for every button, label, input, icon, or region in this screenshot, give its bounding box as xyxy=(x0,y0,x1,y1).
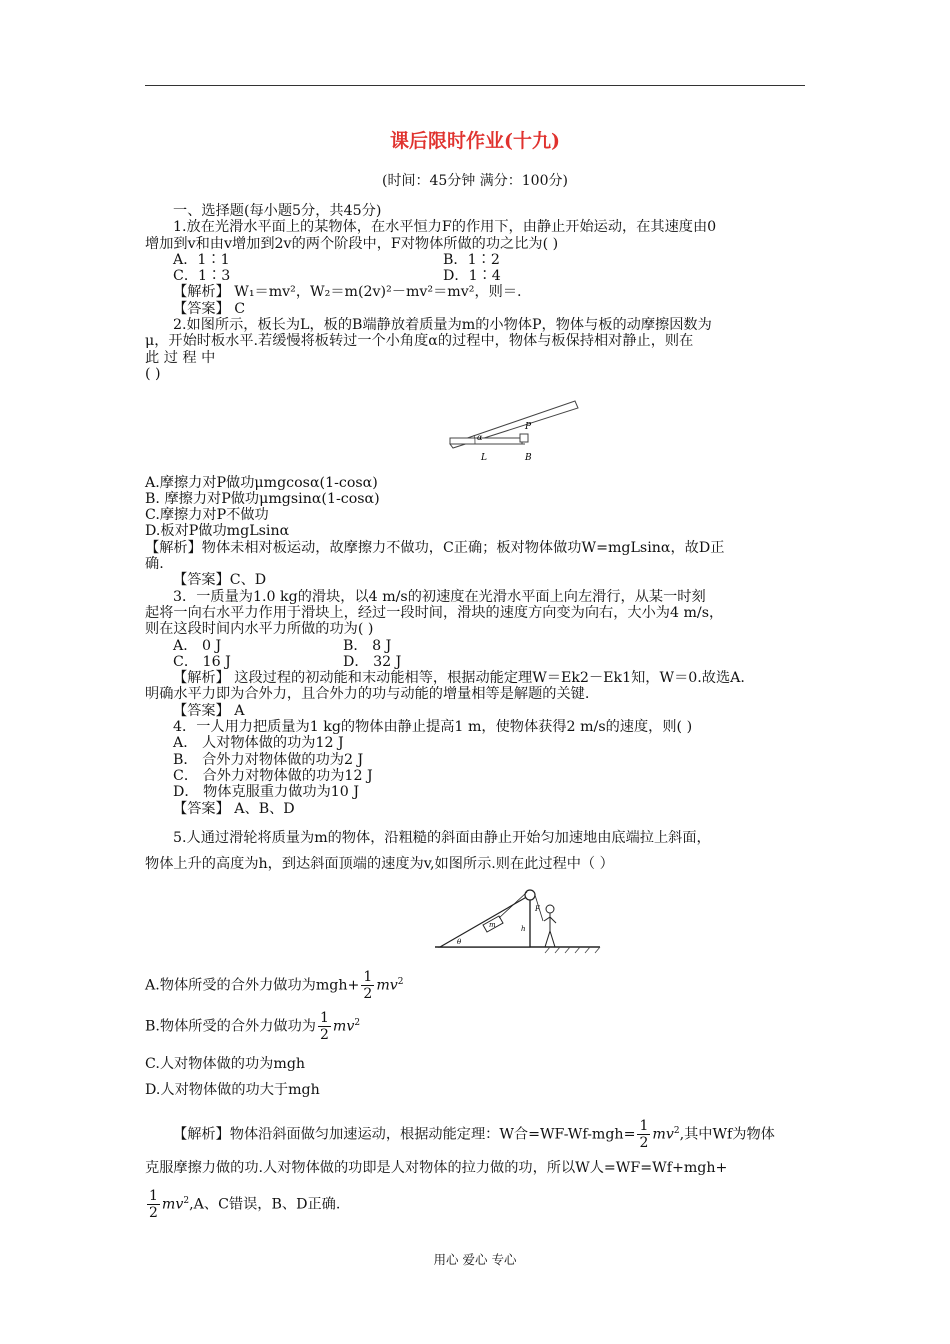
option-d: D．1∶4 xyxy=(443,268,501,285)
h-label: h xyxy=(521,924,526,933)
q5-option-b xyxy=(145,1010,807,1043)
square-exponent: 2 xyxy=(673,1126,680,1137)
q2-option-a: A.摩擦力对P做功μmgcosα(1-cosα) xyxy=(145,474,378,491)
q2-stem: 此 过 程 中 xyxy=(145,349,216,366)
page-title: 课后限时作业(十九) xyxy=(390,130,560,152)
square-exponent: 2 xyxy=(354,1017,361,1028)
section-heading: 一、选择题(每小题5分，共45分) xyxy=(173,203,382,219)
p-label: P xyxy=(525,422,532,433)
q3-answer: 【答案】 A xyxy=(173,702,245,719)
alpha-label: α xyxy=(477,433,483,443)
q2-analysis: 确. xyxy=(145,556,164,573)
pulley-incline-figure xyxy=(435,885,605,955)
q4-option-c: C． 合外力对物体做的功为12 J xyxy=(173,767,373,784)
incline-board-figure xyxy=(445,396,595,466)
q1-answer: 【答案】 C xyxy=(173,300,246,317)
option-b: B． 8 J xyxy=(343,637,392,654)
mv-term: mv xyxy=(332,1018,355,1035)
square-exponent: 2 xyxy=(183,1195,190,1206)
page-footer: 用心 爱心 专心 xyxy=(433,1252,517,1267)
fraction-half xyxy=(637,1118,650,1151)
q2-option-d: D.板对P做功mgLsinα xyxy=(145,523,290,540)
q5-analysis-text: ,其中Wf为物体 xyxy=(679,1126,775,1143)
q2-answer: 【答案】C、D xyxy=(173,572,267,589)
q4-option-b: B． 合外力对物体做的功为2 J xyxy=(173,751,364,768)
frac-num: 1 xyxy=(320,1010,329,1027)
header-rule xyxy=(145,85,805,86)
square-exponent: 2 xyxy=(397,976,404,987)
option-a: A．1∶1 xyxy=(173,251,230,268)
page-subtitle: (时间：45分钟 满分：100分) xyxy=(382,173,568,189)
m-label: m xyxy=(489,920,496,929)
q3-analysis: 【解析】 这段过程的初动能和末动能相等，根据动能定理W＝Ek2－Ek1知，W＝0.故选A. xyxy=(173,670,745,687)
q4-stem: 4．一人用力把质量为1 kg的物体由静止提高1 m，使物体获得2 m/s的速度，则( ) xyxy=(173,719,693,736)
mv-term: mv xyxy=(161,1196,184,1213)
frac-den: 2 xyxy=(320,1027,329,1044)
l-label: L xyxy=(481,453,487,464)
option-c: C．1∶3 xyxy=(173,268,231,285)
q5-option-b-text: B.物体所受的合外力做功为 xyxy=(145,1018,316,1035)
q3-analysis: 明确水平力即为合外力，且合外力的功与动能的增量相等是解题的关键. xyxy=(145,686,590,703)
option-d: D． 32 J xyxy=(343,653,402,670)
frac-num: 1 xyxy=(639,1118,649,1135)
fraction-half xyxy=(318,1010,331,1043)
q5-option-a xyxy=(145,969,807,1002)
option-b: B．1∶2 xyxy=(443,251,500,268)
q2-stem: μ，开始时板水平.若缓慢将板转过一个小角度α的过程中，物体与板保持相对静止，则在 xyxy=(145,333,694,350)
frac-num: 1 xyxy=(149,1188,158,1205)
q5-analysis-text: ,A、C错误，B、D正确. xyxy=(189,1196,341,1213)
q2-option-c: C.摩擦力对P不做功 xyxy=(145,507,269,524)
frac-num: 1 xyxy=(363,969,373,986)
q2-option-b: B. 摩擦力对P做功μmgsinα(1-cosα) xyxy=(145,490,380,507)
mv-term: mv xyxy=(376,977,398,994)
option-c: C． 16 J xyxy=(173,653,231,670)
mv-term: mv xyxy=(652,1126,674,1143)
q5-stem: 5.人通过滑轮将质量为m的物体，沿粗糙的斜面由静止开始匀加速地由底端拉上斜面， xyxy=(173,829,711,846)
q5-option-d: D.人对物体做的功大于mgh xyxy=(145,1082,320,1099)
q3-stem: 起将一向右水平力作用于滑块上，经过一段时间，滑块的速度方向变为向右，大小为4 m/s， xyxy=(145,604,724,621)
f-label: F xyxy=(535,904,540,913)
document-body xyxy=(145,203,807,1225)
q4-answer: 【答案】 A、B、D xyxy=(173,800,295,817)
q5-analysis-text: 【解析】物体沿斜面做匀加速运动，根据动能定理：W合=WF-Wf-mgh= xyxy=(173,1126,636,1143)
q1-stem: 1.放在光滑水平面上的某物体，在水平恒力F的作用下，由静止开始运动，在其速度由0 xyxy=(173,219,717,236)
q5-option-c: C.人对物体做的功为mgh xyxy=(145,1056,306,1073)
frac-den: 2 xyxy=(363,986,373,1003)
q5-analysis xyxy=(145,1111,807,1155)
person-icon xyxy=(544,905,556,947)
q3-options xyxy=(145,654,807,670)
q5-option-a-text: A.物体所受的合外力做功为mgh+ xyxy=(145,977,360,994)
q2-analysis: 【解析】物体未相对板运动，故摩擦力不做功，C正确；板对物体做功W=mgLsinα，故D正 xyxy=(145,539,725,556)
q1-options xyxy=(145,252,807,268)
q1-analysis: 【解析】 W₁＝mv²，W₂＝m(2v)²－mv²＝mv²，则＝. xyxy=(173,284,522,301)
q3-stem: 3．一质量为1.0 kg的滑块，以4 m/s的初速度在光滑水平面上向左滑行，从某一时刻 xyxy=(173,588,706,605)
option-a: A． 0 J xyxy=(173,637,222,654)
q3-options xyxy=(145,638,807,654)
q4-option-d: D． 物体克服重力做功为10 J xyxy=(173,784,360,801)
q1-options xyxy=(145,268,807,284)
q4-option-a: A． 人对物体做的功为12 J xyxy=(173,735,344,752)
q2-stem: ( ) xyxy=(145,365,161,382)
fraction-half xyxy=(147,1188,160,1221)
q2-stem: 2.如图所示，板长为L，板的B端静放着质量为m的小物体P，物体与板的动摩擦因数为 xyxy=(173,317,712,334)
q5-analysis xyxy=(145,1181,807,1225)
q1-stem: 增加到v和由v增加到2v的两个阶段中，F对物体所做的功之比为( ) xyxy=(145,235,559,252)
q3-stem: 则在这段时间内水平力所做的功为( ) xyxy=(145,621,374,638)
q5-analysis: 克服摩擦力做的功.人对物体做的功即是人对物体的拉力做的功，所以W人=WF=Wf+mgh+ xyxy=(145,1159,728,1176)
q5-stem: 物体上升的高度为h，到达斜面顶端的速度为v,如图所示.则在此过程中（ ） xyxy=(145,855,614,872)
frac-den: 2 xyxy=(639,1135,649,1152)
theta-label: θ xyxy=(457,937,462,946)
fraction-half xyxy=(361,969,374,1002)
frac-den: 2 xyxy=(149,1205,158,1222)
b-label: B xyxy=(525,453,532,464)
